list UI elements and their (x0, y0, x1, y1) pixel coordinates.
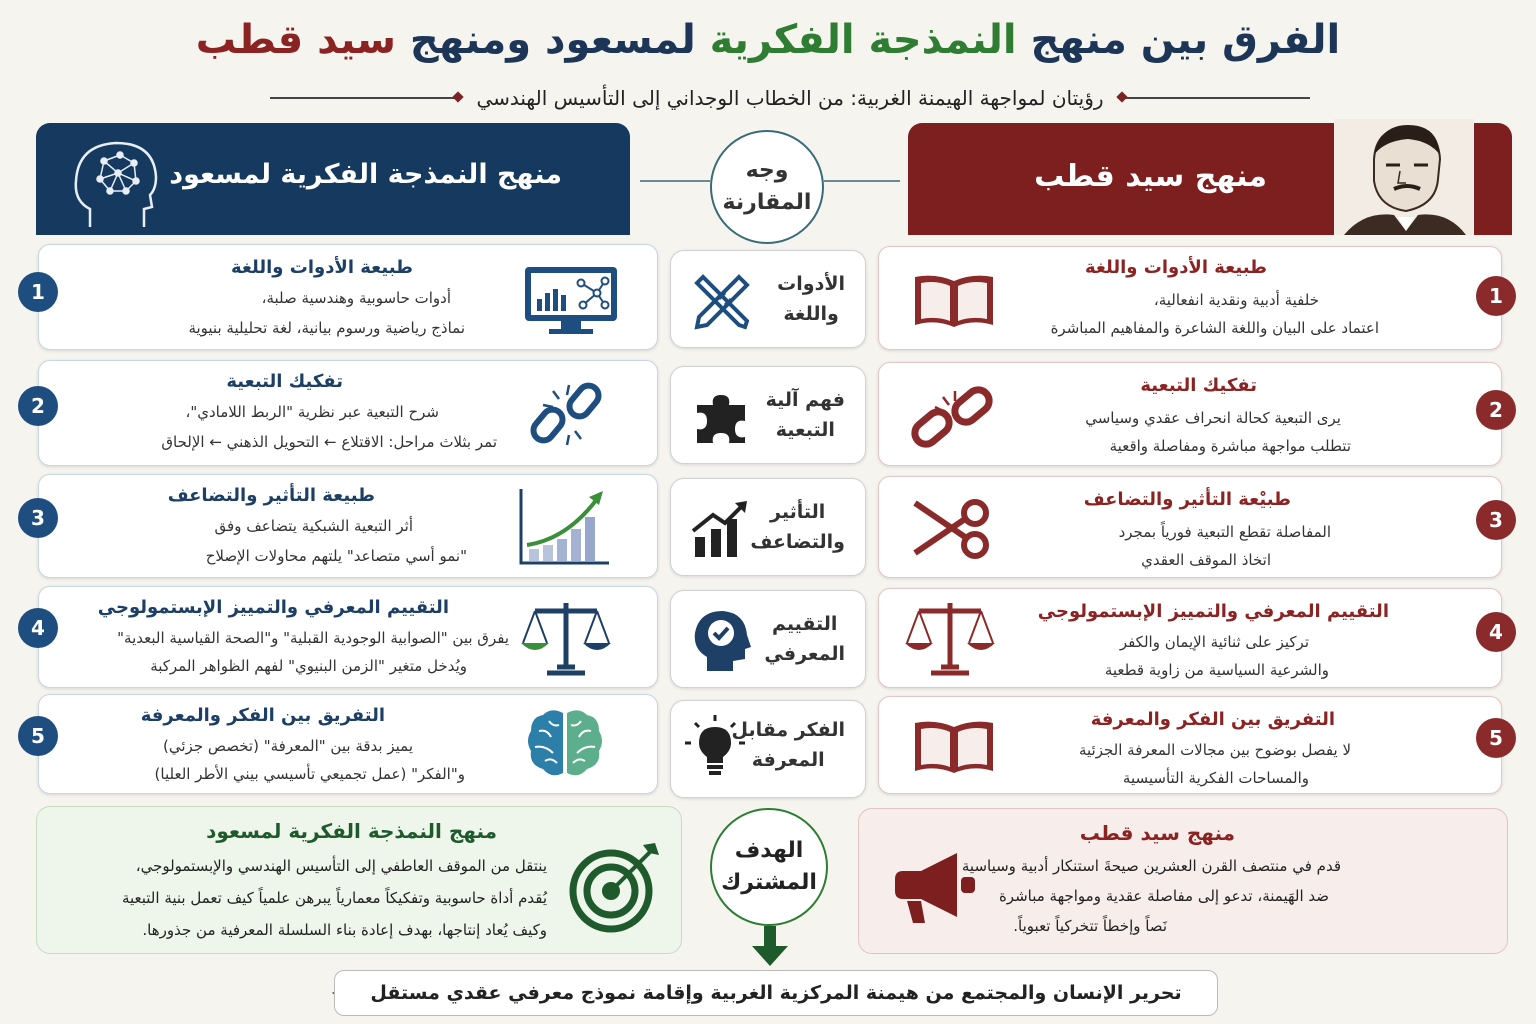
connector-line (824, 180, 900, 182)
card-text: "نمو أسي متصاعد" يلتهم محاولات الإصلاح (205, 547, 467, 565)
aspect-label-line: الأدوات (777, 273, 845, 295)
aspect-label-line: فهم آلية (765, 389, 845, 411)
card-text: تركيز على ثنائية الإيمان والكفر (1119, 633, 1309, 651)
card-text: تمر بثلاث مراحل: الاقتلاع ← التحويل الذهني ← الإلحاق (161, 433, 497, 451)
row-number-badge: 3 (1476, 500, 1516, 540)
comparison-aspect-badge (710, 130, 824, 244)
row-number-badge: 3 (18, 498, 58, 538)
card-title: التفريق بين الفكر والمعرفة (140, 705, 385, 726)
lightbulb-icon (683, 713, 747, 777)
card-title: طبيعة الأدوات واللغة (230, 257, 413, 278)
card-title: طبيْعة التأثير والتضاعف (1083, 489, 1291, 510)
card-text: و"الفكر" (عمل تجميعي تأسيسي بيني الأطر العليا) (154, 765, 465, 783)
scales-icon (905, 597, 995, 679)
broken-chain-icon (529, 377, 605, 453)
masoud-card-2 (38, 360, 658, 466)
aspect-card-dependency (670, 366, 866, 464)
card-text: يرى التبعية كحالة انحراف عقدي وسياسي (1085, 409, 1341, 427)
summary-title: منهج النمذجة الفكرية لمسعود (206, 819, 497, 843)
row-number-badge: 2 (18, 386, 58, 426)
scissors-icon (909, 493, 995, 563)
card-text: شرح التبعية عبر نظرية "الربط اللامادي"، (185, 403, 439, 421)
qutb-header-label: منهج سيد قطب (1034, 159, 1267, 194)
aspect-card-impact (670, 478, 866, 576)
masoud-summary-box (36, 806, 682, 954)
masoud-header-label: منهج النمذجة الفكرية لمسعود (169, 159, 562, 190)
summary-text: نَصاً وإخطاً تتخركياً تعبوياً. (1013, 917, 1167, 935)
card-text: أثر التبعية الشبكية يتضاعف وفق (214, 517, 413, 535)
compare-label-line: وجه (745, 158, 789, 183)
row-number-badge: 2 (1476, 390, 1516, 430)
row-number-badge: 5 (1476, 718, 1516, 758)
goal-label-line: الهدف (734, 838, 804, 863)
shared-goal-banner: تحرير الإنسان والمجتمع من هيمنة المركزية الغربية وإقامة نموذج معرفي عقدي مستقل (334, 970, 1218, 1016)
card-title: التقييم المعرفي والتمييز الإبستمولوجي (97, 597, 449, 618)
card-title: التفريق بين الفكر والمعرفة (1090, 709, 1335, 730)
aspect-label-line: المعرفي (764, 643, 845, 665)
brain-icon (525, 707, 605, 779)
aspect-label-line: الفكر مقابل (731, 719, 845, 741)
puzzle-icon (689, 385, 753, 449)
computer-network-icon (521, 263, 621, 335)
qutb-card-2 (878, 362, 1502, 466)
divider (1118, 97, 1310, 99)
aspect-label-line: التأثير (770, 501, 826, 523)
scales-icon (521, 597, 611, 679)
aspect-label (732, 715, 845, 775)
megaphone-icon (891, 847, 981, 927)
aspect-label-line: المعرفة (751, 749, 825, 771)
card-text: ويُدخل متغير "الزمن البنيوي" لفهم الظواهر المركبة (150, 657, 467, 675)
masoud-card-1 (38, 244, 658, 350)
card-text: المفاصلة تقطع التبعية فورياً بمجرد (1118, 523, 1331, 541)
head-check-icon (689, 609, 753, 673)
summary-title: منهج سيد قطب (1079, 821, 1235, 845)
qutb-summary-box (858, 808, 1508, 954)
card-title: تفكيك التبعية (226, 371, 343, 392)
broken-chain-icon (909, 381, 995, 457)
row-number-badge: 1 (1476, 276, 1516, 316)
masoud-card-5 (38, 694, 658, 794)
aspect-card-tools (670, 250, 866, 348)
pencil-ruler-icon (689, 269, 753, 333)
bar-growth-icon (517, 487, 611, 567)
open-book-icon (909, 717, 999, 777)
card-text: نماذج رياضية ورسوم بيانية، لغة تحليلية بنيوية (188, 319, 465, 337)
card-text: خلفية أدبية ونقدية انفعالية، (1153, 291, 1319, 309)
aspect-card-evaluation (670, 590, 866, 688)
compare-label-line: المقارنة (722, 190, 812, 215)
summary-text: قدم في منتصف القرن العشرين صيحةَ استنكار أدبية وسياسية (961, 857, 1341, 875)
aspect-label (750, 497, 845, 557)
card-text: اعتماد على البيان واللغة الشاعرة والمفاهيم المباشرة (1050, 319, 1379, 337)
summary-text: ينتقل من الموقف العاطفي إلى التأسيس الهندسي والإبستمولوجي، (135, 857, 547, 875)
qutb-card-5 (878, 696, 1502, 794)
aspect-label (764, 609, 845, 669)
qutb-column-header (908, 123, 1512, 235)
aspect-label (766, 385, 845, 445)
aspect-label-line: والتضاعف (750, 531, 845, 553)
connector-line (640, 180, 710, 182)
summary-text: وكيف يُعاد إنتاجها، بهدف إعادة بناء السلسلة المعرفية من جذورها. (142, 921, 547, 939)
card-text: اتخاذ الموقف العقدي (1141, 551, 1271, 569)
open-book-icon (909, 271, 999, 331)
portrait-sketch-icon (1334, 119, 1474, 235)
card-title: طبيعة الأدوات واللغة (1084, 257, 1267, 278)
brain-head-icon (60, 131, 180, 231)
masoud-column-header (36, 123, 630, 235)
card-text: تتطلب مواجهة مباشرة ومفاصلة واقعية (1109, 437, 1351, 455)
card-title: التقييم المعرفي والتمييز الإبستمولوجي (1037, 601, 1389, 622)
qutb-card-1 (878, 246, 1502, 350)
subtitle: رؤيتان لمواجهة الهيمنة الغربية: من الخطاب الوجداني إلى التأسيس الهندسي (476, 86, 1104, 110)
aspect-label (777, 269, 845, 329)
divider (270, 97, 462, 99)
goal-label-line: المشترك (721, 870, 817, 895)
aspect-label-line: واللغة (783, 303, 839, 325)
qutb-card-3 (878, 476, 1502, 578)
arrow-down-icon (752, 926, 788, 968)
card-text: يميز بدقة بين "المعرفة" (تخصص جزئي) (163, 737, 413, 755)
aspect-label-line: التقييم (771, 613, 838, 635)
aspect-card-thought-knowledge (670, 700, 866, 798)
growth-chart-icon (689, 497, 753, 561)
card-text: والمساحات الفكرية التأسيسية (1122, 769, 1309, 787)
card-text: والشرعية السياسية من زاوية قطعية (1104, 661, 1329, 679)
card-text: أدوات حاسوبية وهندسية صلبة، (261, 289, 451, 307)
row-number-badge: 1 (18, 272, 58, 312)
card-text: يفرق بين "الصوابية الوجودية القبلية" و"الصحة القياسية البعدية" (117, 629, 509, 647)
target-icon (569, 839, 663, 933)
summary-text: يُقدم أداة حاسوبية وتفكيكاً معمارياً يبرهن علمياً كيف تعمل بنية التبعية (121, 889, 547, 907)
card-text: لا يفصل بوضوح بين مجالات المعرفة الجزئية (1078, 741, 1351, 759)
aspect-label-line: التبعية (775, 419, 835, 441)
common-goal-badge (710, 808, 828, 926)
row-number-badge: 4 (1476, 612, 1516, 652)
row-number-badge: 5 (18, 716, 58, 756)
card-title: طبيعة التأثير والتضاعف (167, 485, 375, 506)
row-number-badge: 4 (18, 608, 58, 648)
masoud-card-3 (38, 474, 658, 578)
card-title: تفكيك التبعية (1140, 375, 1257, 396)
masoud-card-4 (38, 586, 658, 688)
subtitle-row (270, 80, 1310, 116)
summary-text: ضد الهَيمنة، تدعو إلى مفاصلة عقدية ومواجهة مباشرة (998, 887, 1329, 905)
qutb-card-4 (878, 588, 1502, 688)
page-title: الفرق بين منهج النمذجة الفكرية لمسعود ومنهج سيد قطب (195, 17, 1341, 63)
